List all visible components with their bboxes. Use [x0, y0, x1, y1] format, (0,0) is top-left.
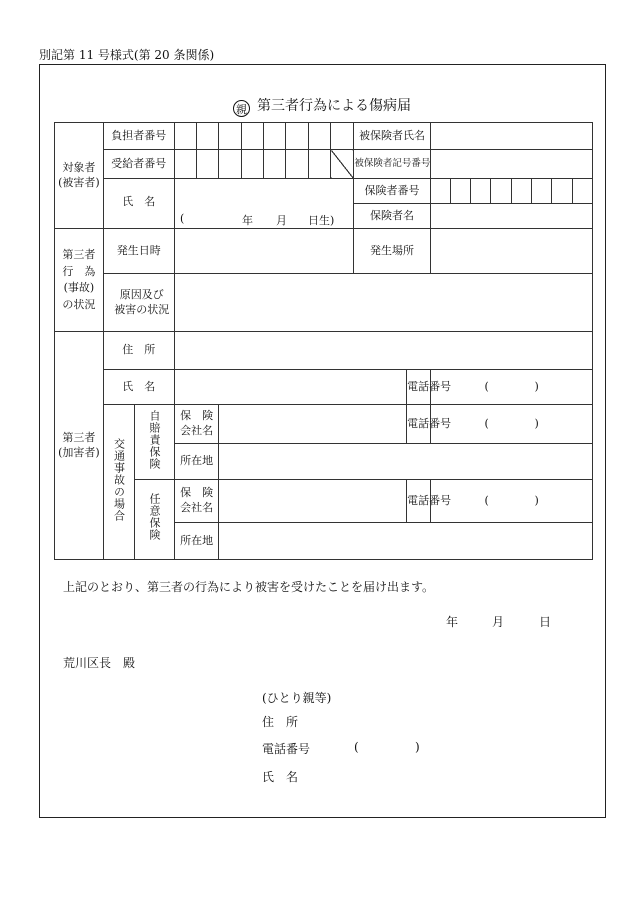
burden-number-digit[interactable]	[174, 123, 196, 150]
submission-date-year: 年	[446, 615, 459, 629]
single-parent-badge-icon: 親	[233, 100, 250, 117]
compulsory-phone-label: 電話番号	[407, 405, 430, 444]
voluntary-phone-label: 電話番号	[407, 480, 430, 523]
voluntary-location-label: 所在地	[174, 523, 219, 560]
declaration-statement: 上記のとおり、第三者の行為により被害を受けたことを届け出ます。	[63, 580, 435, 594]
applicant-phone-label: 電話番号	[262, 742, 311, 756]
submission-date-day: 日	[539, 615, 552, 629]
applicant-phone-close: )	[415, 740, 420, 754]
voluntary-company-field[interactable]	[219, 480, 407, 523]
burden-number-digit[interactable]	[331, 123, 354, 150]
recipient-number-digit[interactable]	[219, 150, 241, 179]
form-title-text: 第三者行為による傷病届	[257, 98, 411, 114]
occurrence-datetime-field[interactable]	[174, 229, 354, 274]
recipient-number-digit[interactable]	[286, 150, 308, 179]
voluntary-phone-field[interactable]: ( )	[430, 480, 592, 523]
applicant-heading: (ひとり親等)	[262, 691, 332, 705]
offender-name-label: 氏 名	[103, 370, 174, 405]
insurer-number-digit[interactable]	[552, 179, 572, 204]
applicant-name-label: 氏 名	[262, 770, 299, 784]
cause-damage-label: 原因及び 被害の状況	[103, 274, 174, 332]
insured-code-label: 被保険者記号番号	[354, 150, 430, 179]
occurrence-place-field[interactable]	[430, 229, 592, 274]
burden-number-digit[interactable]	[264, 123, 286, 150]
recipient-number-digit[interactable]	[308, 150, 330, 179]
offender-address-label: 住 所	[103, 332, 174, 370]
burden-number-digit[interactable]	[308, 123, 330, 150]
burden-number-digit[interactable]	[241, 123, 263, 150]
offender-section-label: 第三者 (加害者)	[55, 332, 104, 560]
recipient-number-label: 受給者番号	[103, 150, 174, 179]
burden-number-digit[interactable]	[286, 123, 308, 150]
compulsory-phone-field[interactable]: ( )	[430, 405, 592, 444]
recipient-number-slashed-cell	[331, 150, 354, 179]
addressee: 荒川区長 殿	[63, 656, 136, 670]
submission-date-month: 月	[492, 615, 505, 629]
offender-phone-field[interactable]: ( )	[430, 370, 592, 405]
cause-damage-field[interactable]	[174, 274, 592, 332]
occurrence-datetime-label: 発生日時	[103, 229, 174, 274]
burden-number-digit[interactable]	[197, 123, 219, 150]
offender-name-field[interactable]	[174, 370, 406, 405]
form-title	[233, 95, 411, 117]
insurer-name-field[interactable]	[430, 204, 592, 229]
traffic-accident-label: 交通事故の場合	[103, 405, 134, 560]
form-table	[54, 122, 593, 560]
voluntary-location-field[interactable]	[219, 523, 593, 560]
recipient-number-digit[interactable]	[197, 150, 219, 179]
offender-address-field[interactable]	[174, 332, 592, 370]
form-number-header: 別記第 11 号様式(第 20 条関係)	[39, 48, 215, 62]
voluntary-company-label: 保 険 会社名	[174, 480, 219, 523]
insured-name-field[interactable]	[430, 123, 592, 150]
insurer-number-digit[interactable]	[572, 179, 592, 204]
insurer-name-label: 保険者名	[354, 204, 430, 229]
recipient-number-digit[interactable]	[264, 150, 286, 179]
insurer-number-label: 保険者番号	[354, 179, 430, 204]
insurer-number-digit[interactable]	[532, 179, 552, 204]
compulsory-company-label: 保 険 会社名	[174, 405, 219, 444]
victim-section-label: 対象者 (被害者)	[55, 123, 104, 229]
insurer-number-digit[interactable]	[430, 179, 450, 204]
compulsory-location-field[interactable]	[219, 444, 593, 480]
insurer-number-digit[interactable]	[450, 179, 470, 204]
applicant-address-label: 住 所	[262, 715, 299, 729]
insurer-number-digit[interactable]	[491, 179, 511, 204]
voluntary-insurance-label: 任意保険	[135, 480, 175, 560]
burden-number-label: 負担者番号	[103, 123, 174, 150]
offender-phone-label: 電話番号	[407, 370, 430, 405]
insured-name-label: 被保険者氏名	[354, 123, 430, 150]
victim-name-label: 氏 名	[103, 179, 174, 229]
compulsory-company-field[interactable]	[219, 405, 407, 444]
applicant-phone-open: (	[354, 740, 359, 754]
compulsory-location-label: 所在地	[174, 444, 219, 480]
insurer-number-digit[interactable]	[471, 179, 491, 204]
burden-number-digit[interactable]	[219, 123, 241, 150]
recipient-number-digit[interactable]	[174, 150, 196, 179]
insurer-number-digit[interactable]	[511, 179, 531, 204]
incident-section-label: 第三者 行 為 (事故) の状況	[55, 229, 104, 332]
insured-code-field[interactable]	[430, 150, 592, 179]
recipient-number-digit[interactable]	[241, 150, 263, 179]
compulsory-insurance-label: 自賠責保険	[135, 405, 175, 480]
occurrence-place-label: 発生場所	[354, 229, 430, 274]
